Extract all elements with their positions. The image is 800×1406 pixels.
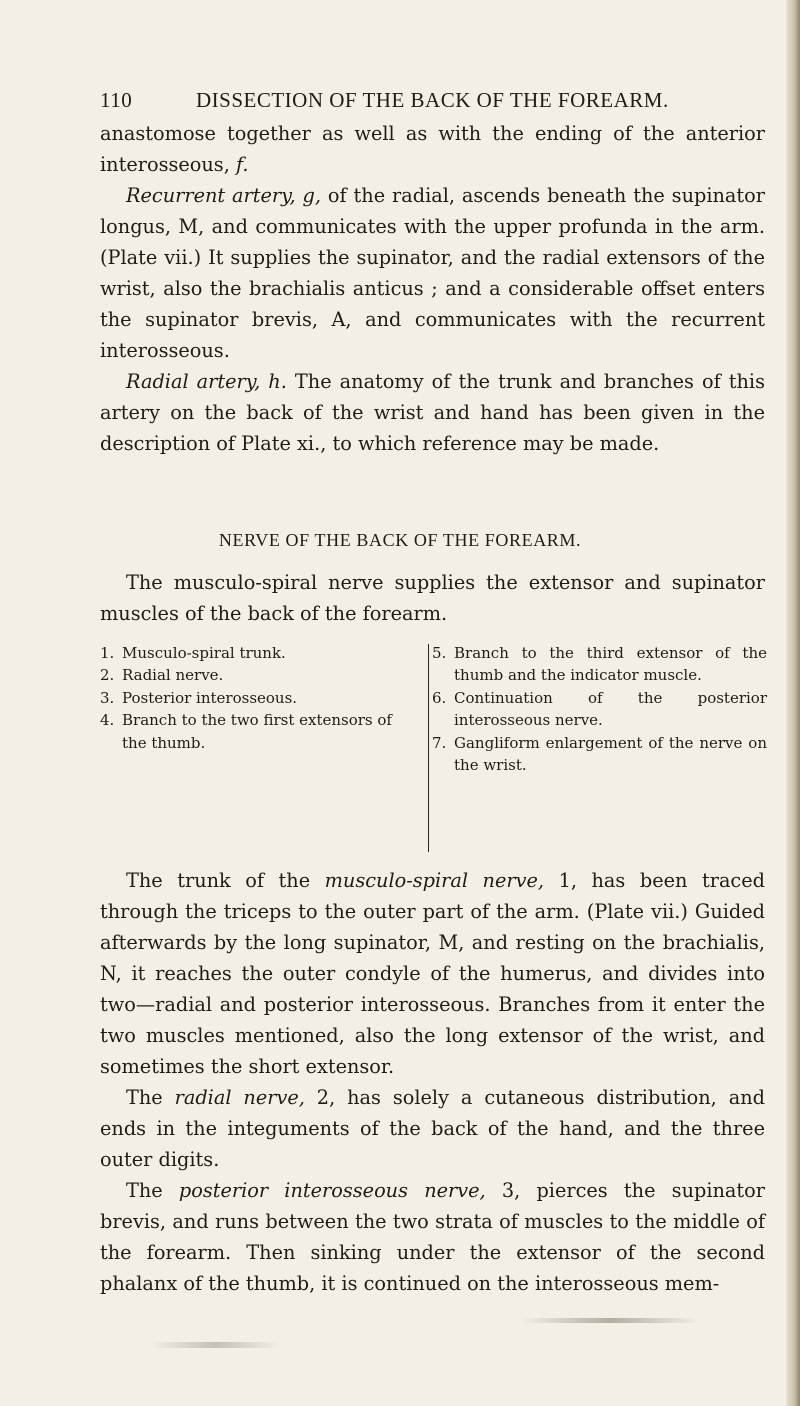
term-radial-artery: Radial artery,	[126, 370, 261, 393]
paragraph-musculo-spiral-intro: The musculo-spiral nerve supplies the extensor and supinator muscles of the back of the forearm.	[100, 571, 765, 625]
text-block-arteries	[100, 118, 765, 459]
paragraph-recurrent-artery: Recurrent artery, g, of the radial, ascends beneath the supinator longus, M, and communicates with the upper profunda in the arm. (Plate vii.) It supplies the supinator, and the radial extensors of the wrist, also the brachialis anticus ; and a considerable offset enters the supinator brevis, A, and communicates with the recurrent interosseous.	[100, 184, 765, 362]
page-number: 110	[100, 88, 133, 112]
legend-item: 5. Branch to the third extensor of the thumb and the indicator muscle.	[432, 644, 767, 685]
legend-column-left	[100, 642, 418, 754]
paragraph-musculo-spiral-trunk: The trunk of the musculo-spiral nerve, 1, has been traced through the triceps to the outer part of the arm. (Plate vii.) Guided afterwards by the long supinator, M, and resting on the brachialis, N, it reaches the outer condyle of the humerus, and divides into two—radial and posterior interosseous. Branches from it enter the two muscles mentioned, also the long extensor of the wrist, and sometimes the short extensor.	[100, 869, 765, 1078]
legend-divider	[428, 644, 429, 852]
page-edge	[786, 0, 800, 1406]
ink-smudge	[520, 1318, 700, 1323]
figure-legend	[100, 642, 770, 854]
paragraph-posterior-interosseous: The posterior interosseous nerve, 3, pierces the supinator brevis, and runs between the two strata of muscles to the middle of the forearm. Then sinking under the extensor of the second phalanx of the thumb, it is continued on the interosseous mem-	[100, 1179, 765, 1295]
legend-item: 7. Gangliform enlargement of the nerve on the wrist.	[432, 733, 767, 775]
reference-label: g,	[302, 184, 321, 207]
legend-item: 6. Continuation of the posterior interosseous nerve.	[432, 688, 767, 730]
legend-column-right	[432, 642, 767, 776]
section-heading: NERVE OF THE BACK OF THE FOREARM.	[218, 530, 582, 550]
term-posterior-interosseous-nerve: posterior interosseous nerve,	[178, 1179, 486, 1202]
legend-item: 1. Musculo-spiral trunk.	[100, 644, 286, 662]
legend-item: 3. Posterior interosseous.	[100, 688, 298, 707]
reference-label: h.	[268, 370, 287, 393]
term-radial-nerve: radial nerve,	[174, 1086, 305, 1109]
reference-label: f.	[235, 153, 249, 176]
text-block-nerves	[100, 865, 765, 1299]
running-title: DISSECTION OF THE BACK OF THE FOREARM.	[196, 88, 669, 112]
term-musculo-spiral-nerve: musculo-spiral nerve,	[324, 869, 545, 892]
ink-smudge	[150, 1342, 280, 1348]
paragraph-radial-nerve: The radial nerve, 2, has solely a cutaneous distribution, and ends in the integuments of the back of the hand, and the three outer digits.	[100, 1086, 765, 1171]
term-recurrent-artery: Recurrent artery,	[126, 184, 296, 207]
paragraph-anastomose: anastomose together as well as with the ending of the anterior interosseous, f.	[100, 122, 765, 176]
paragraph-radial-artery: Radial artery, h. The anatomy of the trunk and branches of this artery on the back of the wrist and hand has been given in the description of Plate xi., to which reference may be made.	[100, 370, 765, 455]
legend-item: 4. Branch to the two first extensors of the thumb.	[100, 711, 392, 752]
legend-item: 2. Radial nerve.	[100, 666, 224, 685]
text-block-nerve-intro	[100, 567, 765, 629]
